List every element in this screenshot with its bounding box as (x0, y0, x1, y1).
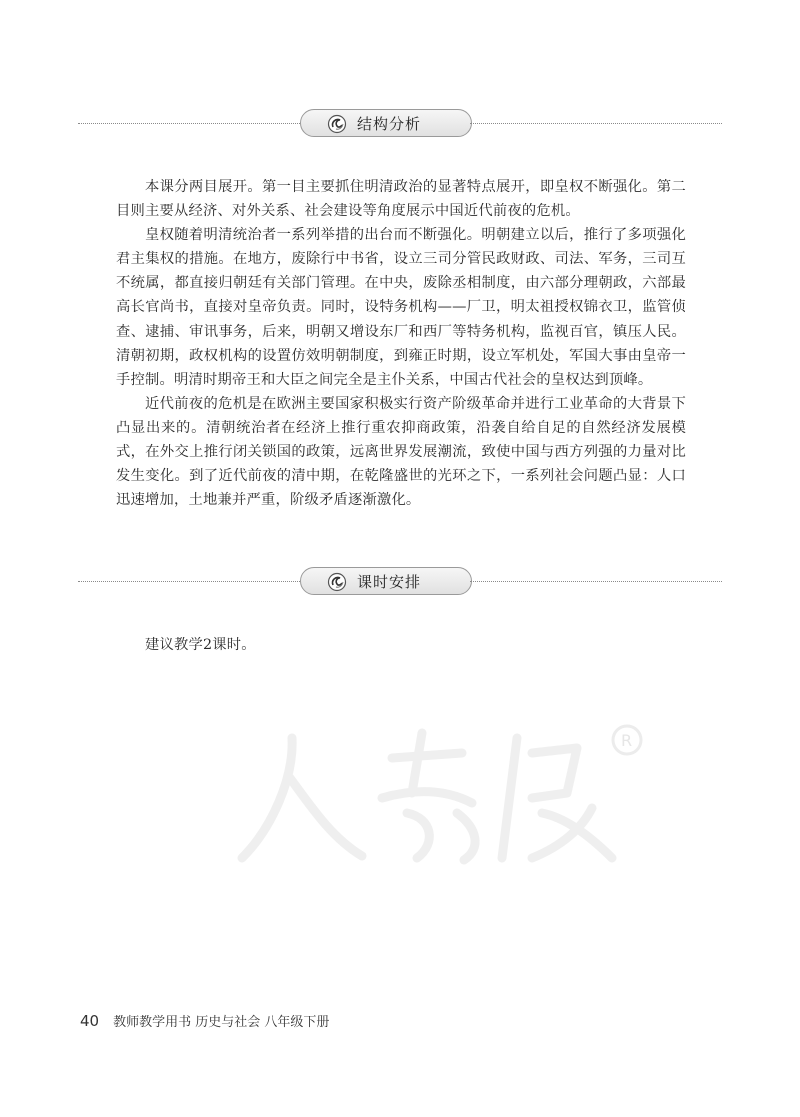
divider-right (470, 581, 722, 582)
section-title: 结构分析 (357, 115, 422, 133)
section-body-structure (116, 175, 686, 512)
section-title-badge (300, 109, 472, 137)
divider-right (470, 123, 722, 124)
section-header-schedule (78, 567, 722, 597)
publisher-watermark-logo (232, 718, 652, 868)
section-title-badge (300, 567, 472, 595)
section-swirl-icon (327, 114, 347, 134)
section-header-structure (78, 109, 722, 139)
section-title: 课时安排 (357, 573, 422, 591)
page-number: 40 (80, 1012, 100, 1030)
divider-left (78, 581, 304, 582)
divider-left (78, 123, 304, 124)
book-title: 教师教学用书 历史与社会 八年级下册 (113, 1015, 330, 1030)
page-footer (80, 1011, 329, 1030)
svg-text:R: R (621, 731, 633, 750)
paragraph: 皇权随着明清统治者一系列举措的出台而不断强化。明朝建立以后，推行了多项强化君主集权的措施。在地方，废除行中书省，设立三司分管民政财政、司法、军务，三司互不统属，都直接归朝廷有关部门管理。在中央，废除丞相制度，由六部分理朝政，六部最高长官尚书，直接对皇帝负责。同时，设特务机构——厂卫，明太祖授权锦衣卫，监管侦查、逮捕、审讯事务，后来，明朝又增设东厂和西厂等特务机构，监视百官，镇压人民。清朝初期，政权机构的设置仿效明朝制度，到雍正时期，设立军机处，军国大事由皇帝一手控制。明清时期帝王和大臣之间完全是主仆关系，中国古代社会的皇权达到顶峰。 (116, 227, 686, 388)
paragraph: 近代前夜的危机是在欧洲主要国家积极实行资产阶级革命并进行工业革命的大背景下凸显出来的。清朝统治者在经济上推行重农抑商政策，沿袭自给自足的自然经济发展模式，在外交上推行闭关锁国的政策，远离世界发展潮流，致使中国与西方列强的力量对比发生变化。到了近代前夜的清中期，在乾隆盛世的光环之下，一系列社会问题凸显：人口迅速增加，土地兼并严重，阶级矛盾逐渐激化。 (116, 395, 686, 509)
paragraph: 本课分两目展开。第一目主要抓住明清政治的显著特点展开，即皇权不断强化。第二目则主要从经济、对外关系、社会建设等角度展示中国近代前夜的危机。 (116, 179, 686, 220)
paragraph: 建议教学2课时。 (145, 637, 256, 653)
section-swirl-icon (327, 572, 347, 592)
section-body-schedule (116, 633, 686, 657)
